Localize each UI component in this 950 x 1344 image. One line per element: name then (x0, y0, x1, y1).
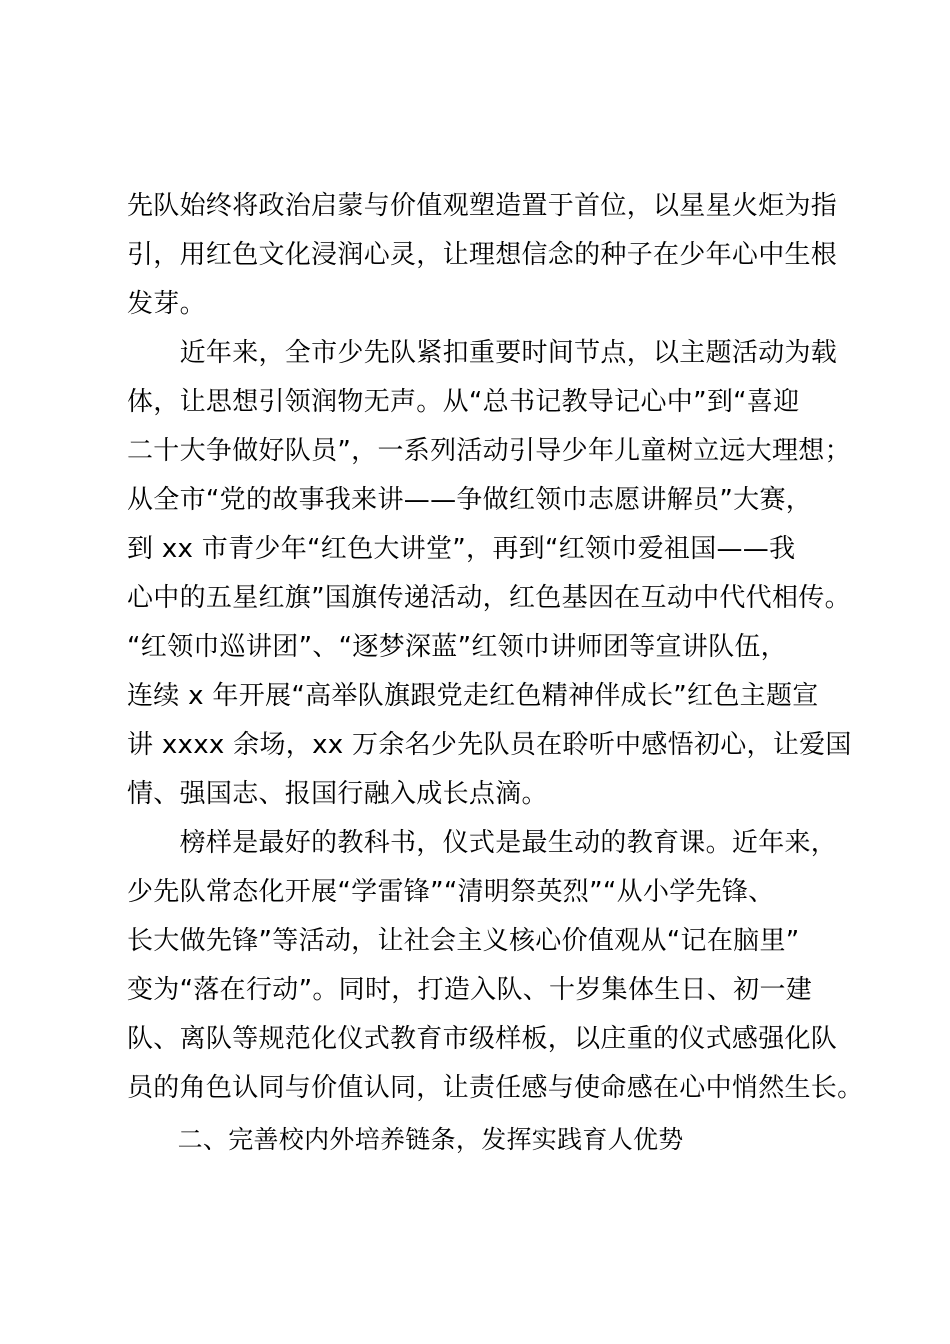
text-line: 少先队常态化开展“学雷锋”“清明祭英烈”“从小学先锋、 (127, 877, 775, 907)
text-line: 连续 x 年开展“高举队旗跟党走红色精神伴成长”红色主题宣 (127, 681, 819, 711)
text-line: 体，让思想引领润物无声。从“总书记教导记心中”到“喜迎 (127, 387, 800, 417)
text-line: 到 xx 市青少年“红色大讲堂”，再到“红领巾爱祖国——我 (127, 534, 796, 564)
document-body (127, 182, 864, 1164)
text-line: 队、离队等规范化仪式教育市级样板，以庄重的仪式感强化队 (127, 1024, 838, 1054)
text-line: 近年来，全市少先队紧扣重要时间节点，以主题活动为载 (127, 338, 838, 368)
paragraph-2 (127, 329, 852, 819)
section-heading: 二、完善校内外培养链条，发挥实践育人优势 (127, 1125, 684, 1154)
text-line: 员的角色认同与价值认同，让责任感与使命感在心中悄然生长。 (127, 1073, 864, 1103)
text-line: 引，用红色文化浸润心灵，让理想信念的种子在少年心中生根 (127, 240, 838, 270)
text-line: 变为“落在行动”。同时，打造入队、十岁集体生日、初一建 (127, 975, 813, 1005)
text-line: 先队始终将政治启蒙与价值观塑造置于首位，以星星火炬为指 (127, 191, 838, 221)
text-line: 讲 xxxx 余场，xx 万余名少先队员在聆听中感悟初心，让爱国 (127, 730, 852, 760)
text-line: 长大做先锋”等活动，让社会主义核心价值观从“记在脑里” (127, 926, 800, 956)
text-line: 榜样是最好的教科书，仪式是最生动的教育课。近年来， (127, 828, 838, 858)
text-line: 情、强国志、报国行融入成长点滴。 (127, 779, 548, 809)
paragraph-3 (127, 819, 864, 1113)
text-line: 发芽。 (127, 289, 206, 319)
paragraph-1 (127, 182, 837, 329)
text-line: “红领巾巡讲团”、“逐梦深蓝”红领巾讲师团等宣讲队伍， (127, 632, 787, 662)
text-line: 二十大争做好队员”，一系列活动引导少年儿童树立远大理想； (127, 436, 851, 466)
text-line: 心中的五星红旗”国旗传递活动，红色基因在互动中代代相传。 (127, 583, 851, 613)
text-line: 从全市“党的故事我来讲——争做红领巾志愿讲解员”大赛， (127, 485, 813, 515)
